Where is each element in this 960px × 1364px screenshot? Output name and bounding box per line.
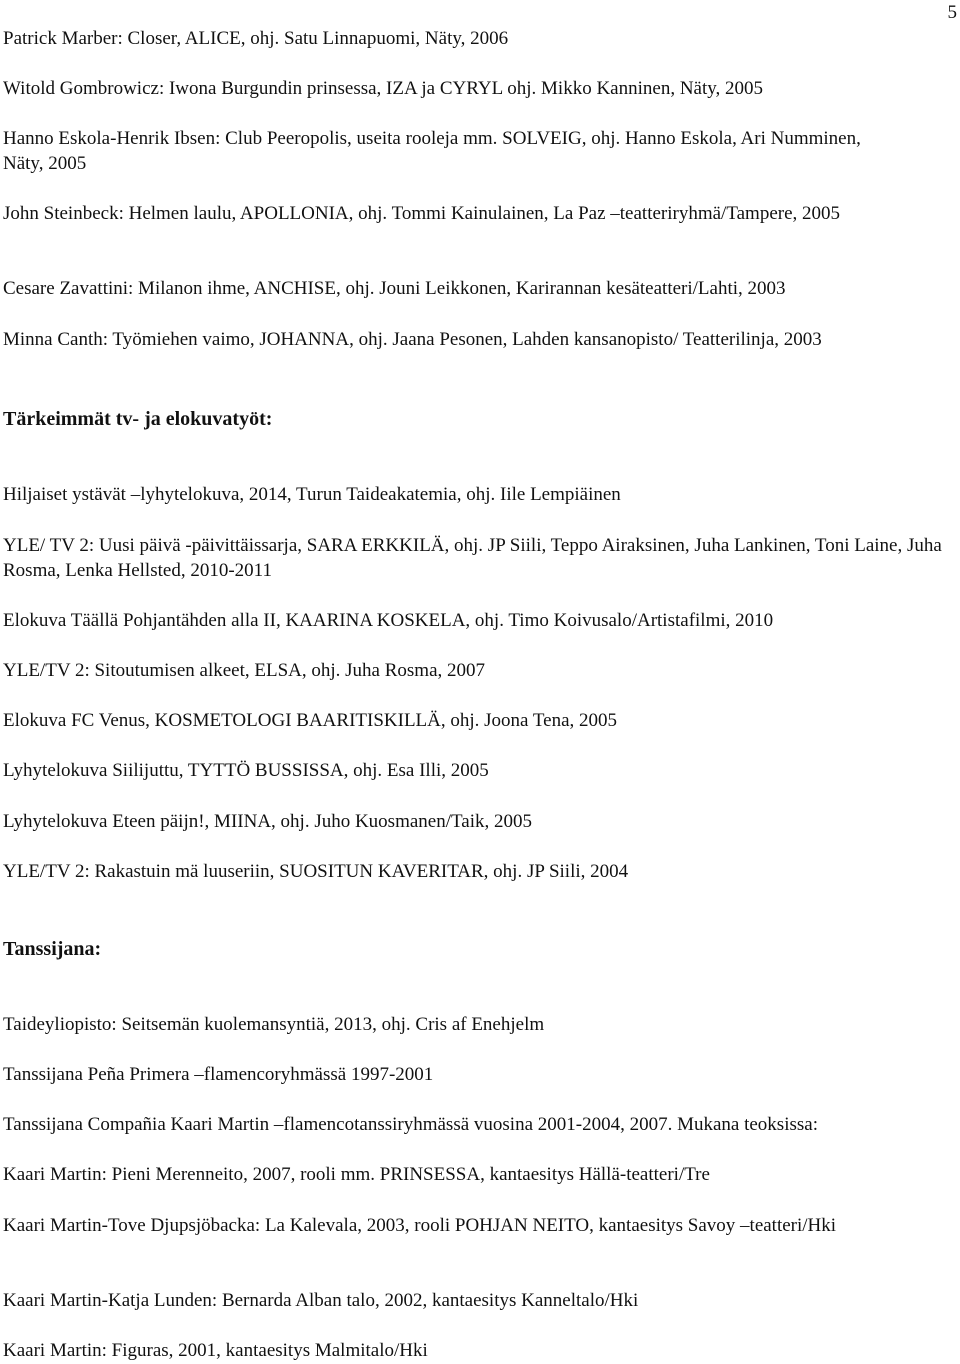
list-item: Kaari Martin-Tove Djupsjöbacka: La Kalevala, 2003, rooli POHJAN NEITO, kantaesitys Savoy –teatteri/Hki — [3, 1215, 837, 1236]
section-heading-tv-film: Tärkeimmät tv- ja elokuvatyöt: — [3, 408, 273, 430]
list-item: Patrick Marber: Closer, ALICE, ohj. Satu Linnapuomi, Näty, 2006 — [3, 28, 509, 49]
list-item: Kaari Martin: Figuras, 2001, kantaesitys Malmitalo/Hki — [3, 1340, 428, 1361]
list-item: Taideyliopisto: Seitsemän kuolemansyntiä, 2013, ohj. Cris af Enehjelm — [3, 1014, 545, 1035]
list-item: Tanssijana Peña Primera –flamencoryhmässä 1997-2001 — [3, 1064, 434, 1085]
list-item: Tanssijana Compañia Kaari Martin –flamencotanssiryhmässä vuosina 2001-2004, 2007. Mukana teoksissa: — [3, 1114, 818, 1135]
list-item: Minna Canth: Työmiehen vaimo, JOHANNA, ohj. Jaana Pesonen, Lahden kansanopisto/ Teatterilinja, 2003 — [3, 329, 822, 350]
list-item: Lyhytelokuva Siilijuttu, TYTTÖ BUSSISSA, ohj. Esa Illi, 2005 — [3, 760, 489, 781]
list-item: John Steinbeck: Helmen laulu, APOLLONIA, ohj. Tommi Kainulainen, La Paz –teatteriryhmä/Tampere, 2005 — [3, 203, 841, 224]
list-item: Hanno Eskola-Henrik Ibsen: Club Peeropolis, useita rooleja mm. SOLVEIG, ohj. Hanno Eskola, Ari Numminen, Näty, 2005 — [3, 128, 861, 174]
list-item: Hiljaiset ystävät –lyhytelokuva, 2014, Turun Taideakatemia, ohj. Iile Lempiäinen — [3, 484, 621, 505]
list-item: Elokuva Täällä Pohjantähden alla II, KAARINA KOSKELA, ohj. Timo Koivusalo/Artistafilmi, 2010 — [3, 610, 774, 631]
list-item: YLE/ TV 2: Uusi päivä -päivittäissarja, SARA ERKKILÄ, ohj. JP Siili, Teppo Airaksinen, Juha Lankinen, Toni Laine, Juha Rosma, Lenka Hellsted, 2010-2011 — [3, 535, 942, 581]
page-number: 5 — [947, 2, 957, 23]
list-item: Kaari Martin-Katja Lunden: Bernarda Alban talo, 2002, kantaesitys Kanneltalo/Hki — [3, 1290, 639, 1311]
list-item: Kaari Martin: Pieni Merenneito, 2007, rooli mm. PRINSESSA, kantaesitys Hällä-teatteri/Tre — [3, 1164, 710, 1185]
list-item: Lyhytelokuva Eteen päijn!, MIINA, ohj. Juho Kuosmanen/Taik, 2005 — [3, 811, 532, 832]
list-item: YLE/TV 2: Sitoutumisen alkeet, ELSA, ohj. Juha Rosma, 2007 — [3, 660, 486, 681]
list-item: Cesare Zavattini: Milanon ihme, ANCHISE, ohj. Jouni Leikkonen, Karirannan kesäteatteri/Lahti, 2003 — [3, 278, 786, 299]
list-item: Elokuva FC Venus, KOSMETOLOGI BAARITISKILLÄ, ohj. Joona Tena, 2005 — [3, 710, 618, 731]
list-item: Witold Gombrowicz: Iwona Burgundin prinsessa, IZA ja CYRYL ohj. Mikko Kanninen, Näty, 2005 — [3, 78, 764, 99]
section-heading-dance: Tanssijana: — [3, 938, 102, 960]
list-item: YLE/TV 2: Rakastuin mä luuseriin, SUOSITUN KAVERITAR, ohj. JP Siili, 2004 — [3, 861, 629, 882]
